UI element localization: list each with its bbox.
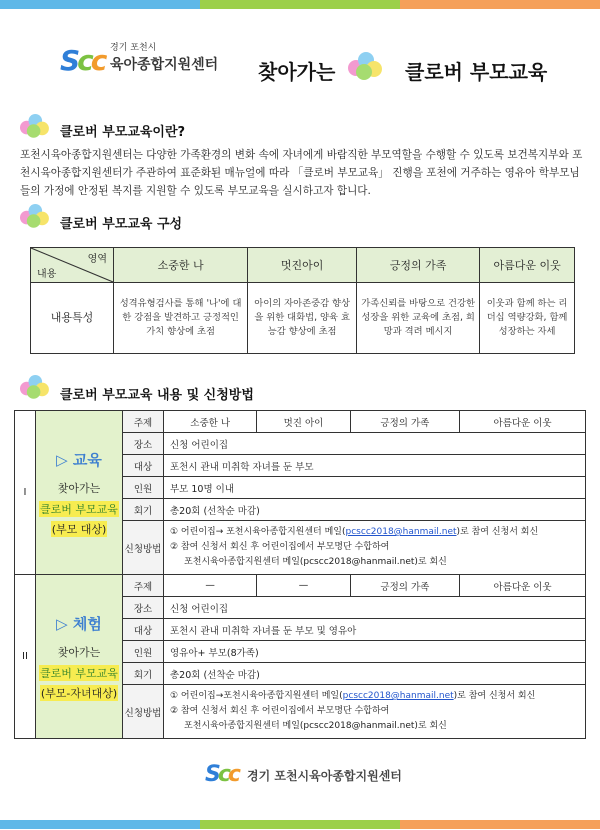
section-title-apply: 클로버 부모교육 내용 및 신청방법: [60, 388, 254, 403]
row-label: 대상: [123, 619, 164, 641]
category-program: 클로버 부모교육: [40, 502, 118, 516]
footer-org-name: 경기 포천시육아종합지원센터: [247, 769, 402, 783]
group-number: II: [15, 575, 36, 739]
column-header: 긍정의 가족: [357, 248, 480, 283]
clover-icon: [348, 52, 384, 80]
clover-icon: [20, 204, 51, 228]
row-label: 신청방법: [123, 685, 164, 739]
group-category: [36, 411, 123, 575]
apply-method: ① 어린이집→포천시육아종합지원센터 메일(pcscc2018@hanmail.net)로 참여 신청서 회신 ② 참여 신청서 회신 후 어린이집에서 부모명단 수합하여 포천시육아종합지원센터 메일(pcscc2018@hanmail.net)로 회신: [164, 685, 586, 739]
email-link[interactable]: pcscc2018@hanmail.net: [345, 527, 457, 537]
place-value: 신청 어린이집: [164, 433, 586, 455]
row-label: 회기: [123, 663, 164, 685]
section-title-intro: 클로버 부모교육이란?: [60, 125, 186, 140]
email-link[interactable]: pcscc2018@hanmail.net: [342, 691, 454, 701]
diag-bottom-label: 내용: [37, 269, 57, 280]
row-label: 인원: [123, 641, 164, 663]
category-target: (부모 대상): [51, 522, 107, 536]
table-cell: 성격유형검사를 통해 '나'에 대한 강점을 발견하고 긍정적인 가치 향상에 초점: [114, 283, 248, 354]
table-cell: 이웃과 함께 하는 리더십 역량강화, 함께 성장하는 자세: [480, 283, 575, 354]
apply-method: ① 어린이집→ 포천시육아종합지원센터 메일(pcscc2018@hanmail.net)로 참여 신청서 회신 ② 참여 신청서 회신 후 어린이집에서 부모명단 수합하여 포천시육아종합지원센터 메일(pcscc2018@hanmail.net)로 회신: [164, 521, 586, 575]
section-title-structure: 클로버 부모교육 구성: [60, 217, 183, 232]
category-program: 클로버 부모교육: [40, 666, 118, 680]
row-label: 인원: [123, 477, 164, 499]
theme-cell: 아름다운 이웃: [460, 575, 586, 597]
theme-cell: 아름다운 이웃: [460, 411, 586, 433]
row-label: 장소: [123, 597, 164, 619]
category-target: (부모-자녀대상): [40, 686, 118, 700]
table-cell: 아이의 자아존중감 향상을 위한 대화법, 양육 효능감 향상에 초점: [248, 283, 357, 354]
theme-cell: 소중한 나: [164, 411, 257, 433]
row-label: 신청방법: [123, 521, 164, 575]
theme-cell: —: [164, 575, 257, 597]
column-header: 아름다운 이웃: [480, 248, 575, 283]
structure-table: [30, 247, 575, 354]
diagonal-header-cell: [31, 248, 114, 283]
logo-icon: Scc: [60, 44, 105, 77]
people-value: 부모 10명 이내: [164, 477, 586, 499]
row-label: 대상: [123, 455, 164, 477]
diag-top-label: 영역: [87, 254, 107, 265]
category-title: ▷ 교육: [56, 450, 102, 469]
theme-cell: —: [257, 575, 350, 597]
count-value: 총20회 (선착순 마감): [164, 499, 586, 521]
row-label: 내용특성: [31, 283, 114, 354]
count-value: 총20회 (선착순 마감): [164, 663, 586, 685]
target-value: 포천시 관내 미취학 자녀를 둔 부모 및 영유아: [164, 619, 586, 641]
program-table: [14, 410, 586, 739]
group-number: I: [15, 411, 36, 575]
logo-subtitle: 경기 포천시: [110, 43, 157, 53]
people-value: 영유아+ 부모(8가족): [164, 641, 586, 663]
logo-icon: Scc: [205, 762, 238, 787]
row-label: 주제: [123, 411, 164, 433]
intro-paragraph: 포천시육아종합지원센터는 다양한 가족환경의 변화 속에 자녀에게 바람직한 부모역할을 수행할 수 있도록 보건복지부와 포천시육아종합지원센터가 주관하여 표준화된 매뉴얼에 따라 「클로버 부모교육」 진행을 포천에 거주하는 영유아 학부모님들의 가정에 안정된 복지를 지원할 수 있도록 부모교육을 실시하고자 합니다.: [20, 149, 583, 197]
place-value: 신청 어린이집: [164, 597, 586, 619]
theme-cell: 멋진 아이: [257, 411, 350, 433]
row-label: 주제: [123, 575, 164, 597]
group-category: [36, 575, 123, 739]
row-label: 회기: [123, 499, 164, 521]
theme-cell: 긍정의 가족: [350, 411, 460, 433]
page-title: 클로버 부모교육: [405, 60, 548, 84]
column-header: 소중한 나: [114, 248, 248, 283]
clover-icon: [20, 114, 51, 138]
top-color-bar: [0, 0, 600, 9]
category-title: ▷ 체험: [56, 614, 102, 633]
logo-title: 육아종합지원센터: [110, 57, 219, 73]
category-line: 찾아가는: [57, 645, 101, 659]
page-title-prefix: 찾아가는: [258, 60, 336, 84]
target-value: 포천시 관내 미취학 자녀를 둔 부모: [164, 455, 586, 477]
bottom-color-bar: [0, 820, 600, 829]
clover-icon: [20, 375, 51, 399]
category-line: 찾아가는: [57, 481, 101, 495]
theme-cell: 긍정의 가족: [350, 575, 460, 597]
center-logo: [60, 32, 270, 82]
table-cell: 가족신뢰를 바탕으로 건강한 성장을 위한 교육에 초점, 희망과 격려 메시지: [357, 283, 480, 354]
column-header: 멋진아이: [248, 248, 357, 283]
row-label: 장소: [123, 433, 164, 455]
